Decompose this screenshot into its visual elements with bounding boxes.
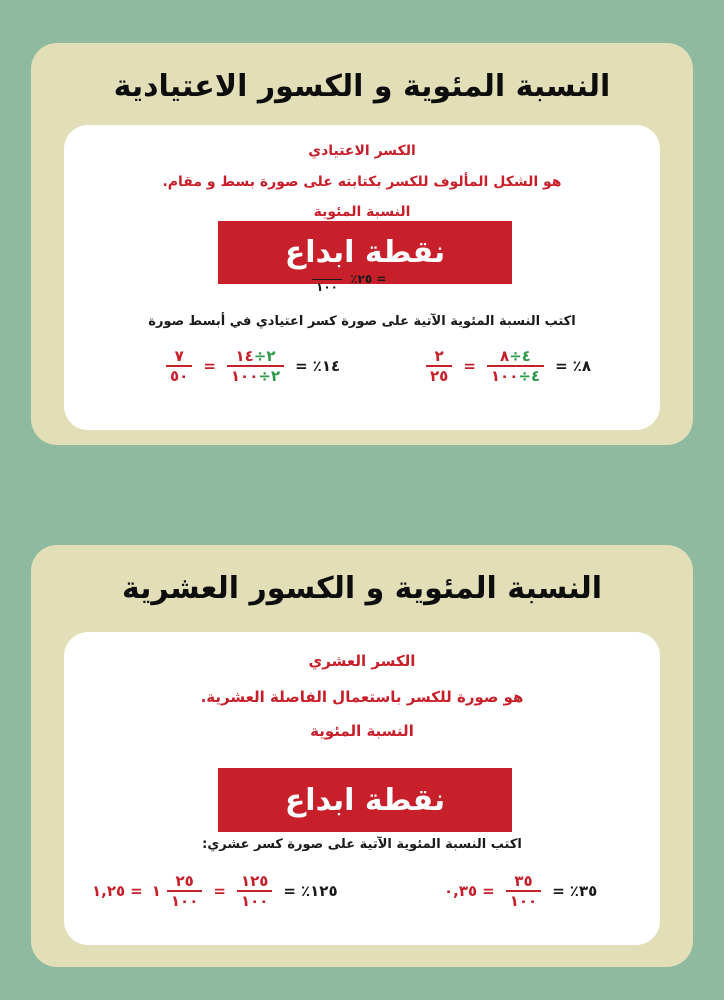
watermark-banner: نقطة ابداع <box>218 768 512 832</box>
example-125-percent: ١,٢٥ = ١ $\frac{٢٥}{١٠٠}$ = $\frac{١٢٥}{١٠٠}$ = ٪١٢٥ <box>92 872 338 910</box>
percent-value: ٪١٢٥ <box>301 882 338 900</box>
card-title: النسبة المئوية و الكسور العشرية <box>121 571 603 606</box>
subtitle: الكسر العشري <box>308 652 416 670</box>
content-panel <box>64 632 660 945</box>
percent-value: ٪٣٥ <box>569 882 598 900</box>
mixed-fraction: $\frac{٢٥}{١٠٠}$ <box>167 872 202 910</box>
partial-percent: ٪٢٥ = <box>350 272 387 286</box>
instruction: اكتب النسبة المئوية الآتية على صورة كسر عشري: <box>202 837 522 852</box>
content-panel <box>64 125 660 430</box>
watermark-banner: نقطة ابداع <box>218 221 512 284</box>
definition: هو الشكل المألوف للكسر بكتابته على صورة بسط و مقام. <box>162 174 562 190</box>
decimal-value: ١,٢٥ <box>92 882 126 900</box>
partial-denominator: ١٠٠ <box>316 280 338 294</box>
improper-fraction: $\frac{١٢٥}{١٠٠}$ <box>237 872 272 910</box>
card-decimal-fractions <box>31 545 693 967</box>
result-fraction: $\frac{٧}{٥٠}$ <box>166 347 192 385</box>
percent-value: ٪٨ <box>572 357 591 375</box>
partial-example <box>312 272 387 295</box>
percent-value: ٪١٤ <box>312 357 341 375</box>
example-35-percent: ٠,٣٥ = $\frac{٣٥}{١٠٠}$ = ٪٣٥ <box>444 872 598 910</box>
subtitle-percent: النسبة المئوية <box>313 204 411 220</box>
fraction: $\frac{٣٥}{١٠٠}$ <box>506 872 541 910</box>
example-14-percent: $\frac{٧}{٥٠}$ = $\frac{٢\div ١٤}{٢\div ١٠٠}$ = ٪١٤ <box>160 347 340 385</box>
example-8-percent: $\frac{٢}{٢٥}$ = $\frac{٤\div ٨}{٤\div ١٠٠}$ = ٪٨ <box>420 347 591 385</box>
subtitle-percent: النسبة المئوية <box>310 722 414 740</box>
card-common-fractions <box>31 43 693 445</box>
definition: هو صورة للكسر باستعمال الفاصلة العشرية. <box>200 688 524 706</box>
instruction: اكتب النسبة المئوية الآتية على صورة كسر اعتيادي في أبسط صورة <box>148 314 576 329</box>
decimal-value: ٠,٣٥ <box>444 882 478 900</box>
division-fraction: $\frac{٢\div ١٤}{٢\div ١٠٠}$ <box>227 347 284 385</box>
subtitle: الكسر الاعتيادي <box>308 143 416 159</box>
card-title: النسبة المئوية و الكسور الاعتيادية <box>113 69 611 104</box>
result-fraction: $\frac{٢}{٢٥}$ <box>426 347 452 385</box>
division-fraction: $\frac{٤\div ٨}{٤\div ١٠٠}$ <box>487 347 544 385</box>
whole-number: ١ <box>151 882 161 900</box>
